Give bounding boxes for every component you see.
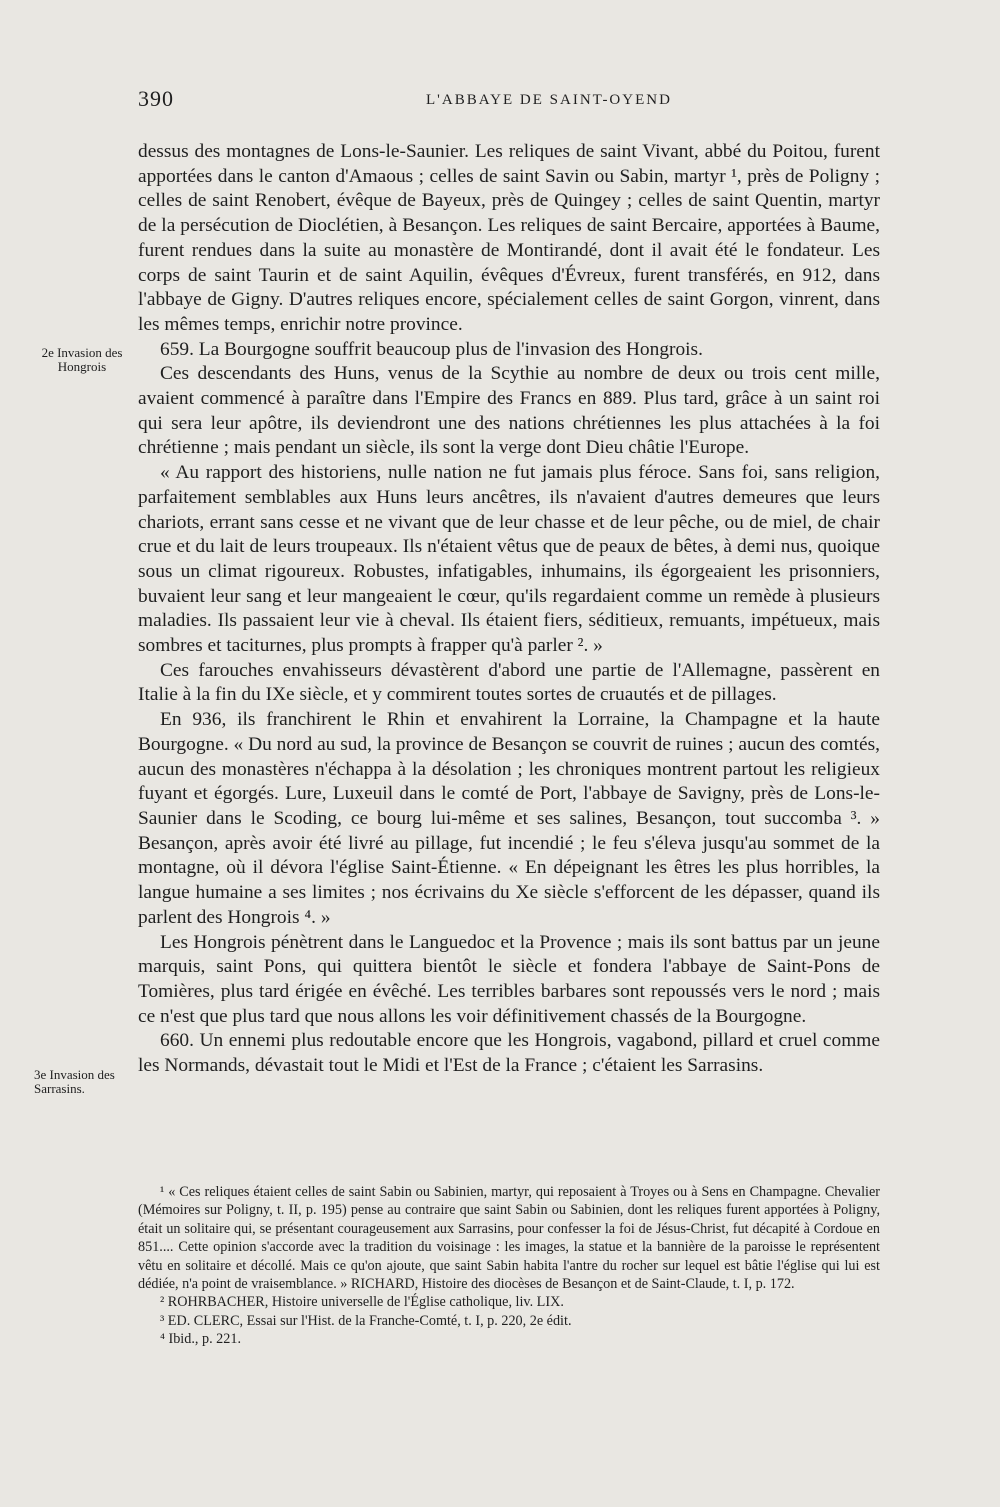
- paragraph: 660. Un ennemi plus redoutable encore que les Hongrois, vagabond, pillard et cruel comme les Normands, dévastait tout le Midi et l'Est de la France ; c'étaient les Sarrasins.: [138, 1030, 880, 1077]
- paragraph: Ces descendants des Huns, venus de la Scythie au nombre de deux ou trois cent mille, avaient commencé à paraître dans l'Empire des Francs en 889. Plus tard, grâce à un saint roi qui sera leur apôtre, ils deviendront une des nations chrétiennes les plus attachées à la foi chrétienne ; mais pendant un siècle, ils sont la verge dont Dieu châtie l'Europe.: [138, 363, 880, 459]
- page-number: 390: [138, 86, 174, 111]
- footnote: ² ROHRBACHER, Histoire universelle de l'Église catholique, liv. LIX.: [160, 1294, 564, 1311]
- footnote: ¹ « Ces reliques étaient celles de saint Sabin ou Sabinien, martyr, qui reposaient à Troyes ou à Sens en Champagne. Chevalier (Mémoires sur Poligny, t. II, p. 195) pense au contraire que saint Sabin ou Sabinien, dont les reliques furent apportées à Poligny, était un solitaire qui, se présentant courageusement aux Sarrasins, pour confesser la foi de Jésus-Christ, fut décapité à Cordoue en 851.... Cette opinion s'accorde avec la tradition du voisinage : les images, la statue et la bannière de la paroisse le représentent vêtu en solitaire et décollé. Mais ce qu'on ajoute, que saint Sabin habita l'antre du rocher sur lequel est bâtie l'église qui lui est dédiée, n'a point de vraisemblance. » RICHARD, Histoire des diocèses de Besançon et de Saint-Claude, t. I, p. 172.: [138, 1184, 880, 1293]
- page-header: [138, 86, 880, 116]
- sidenote-invasion-hongrois: 2e Invasion des Hongrois: [41, 345, 123, 374]
- main-text: [138, 140, 880, 1079]
- footnotes: [138, 1183, 880, 1349]
- paragraph: 659. La Bourgogne souffrit beaucoup plus de l'invasion des Hongrois.: [160, 338, 703, 360]
- footnote: ³ ED. CLERC, Essai sur l'Hist. de la Franche-Comté, t. I, p. 220, 2e édit.: [160, 1312, 572, 1329]
- paragraph: « Au rapport des historiens, nulle nation ne fut jamais plus féroce. Sans foi, sans religion, parfaitement semblables aux Huns leurs ancêtres, ils n'avaient d'autres demeures que leurs chariots, errant sans cesse et ne vivant que de leur chasse et de leur pêche, ou de miel, de chair crue et du lait de leurs troupeaux. Ils n'étaient vêtus que de peaux de bêtes, à demi nus, quoique sous un climat rigoureux. Robustes, infatigables, inhumains, ils égorgeaient les prisonniers, buvaient leur sang et leur mangeaient le cœur, qu'ils regardaient comme un remède à plusieurs maladies. Ils passaient leur vie à cheval. Ils étaient fiers, séditieux, remuants, impétueux, mais sombres et taciturnes, plus prompts à frapper qu'à parler ². »: [138, 462, 880, 657]
- running-title: L'ABBAYE DE SAINT-OYEND: [426, 92, 672, 108]
- paragraph: En 936, ils franchirent le Rhin et envahirent la Lorraine, la Champagne et la haute Bourgogne. « Du nord au sud, la province de Besançon se couvrit de ruines ; aucun des comtés, aucun des monastères n'échappa à la désolation ; les chroniques montrent partout les religieux fuyant et égorgés. Lure, Luxeuil dans le comté de Port, l'abbaye de Savigny, près de Lons-le-Saunier dans le Scoding, ce bourg lui-même et ses salines, Besançon, tout succomba ³. » Besançon, après avoir été livré au pillage, fut incendié ; le feu s'éleva jusqu'au sommet de la montagne, où il dévora l'église Saint-Étienne. « En dépeignant les êtres les plus horribles, la langue humaine a ses limites ; nos écrivains du Xe siècle s'efforcent de les dépasser, quand ils parlent des Hongrois ⁴. »: [138, 709, 880, 928]
- sidenote-invasion-sarrasins: 3e Invasion des Sarrasins.: [34, 1067, 115, 1096]
- paragraph: dessus des montagnes de Lons-le-Saunier. Les reliques de saint Vivant, abbé du Poitou, furent apportées dans le canton d'Amaous ; celles de saint Savin ou Sabin, martyr ¹, près de Poligny ; celles de saint Renobert, évêque de Bayeux, près de Quingey ; celles de saint Quentin, martyr de la persécution de Dioclétien, à Besançon. Les reliques de saint Bercaire, apportées à Baume, furent rendues dans la suite au monastère de Montirandé, dont il avait été le fondateur. Les corps de saint Taurin et de saint Aquilin, évêques d'Évreux, furent transférés, en 912, dans l'abbaye de Gigny. D'autres reliques encore, spécialement celles de saint Gorgon, vinrent, dans les mêmes temps, enrichir notre province.: [138, 141, 880, 335]
- footnote: ⁴ Ibid., p. 221.: [160, 1331, 242, 1348]
- paragraph: Ces farouches envahisseurs dévastèrent d'abord une partie de l'Allemagne, passèrent en Italie à la fin du IXe siècle, et y commirent toutes sortes de cruautés et de pillages.: [138, 659, 880, 706]
- paragraph: Les Hongrois pénètrent dans le Languedoc et la Provence ; mais ils sont battus par un jeune marquis, saint Pons, qui quittera bientôt le siècle et fondera l'abbaye de Saint-Pons de Tomières, plus tard érigée en évêché. Les terribles barbares sont repoussés vers le nord ; mais ce n'est que plus tard que nous allons les voir définitivement chassés de la Bourgogne.: [138, 931, 880, 1027]
